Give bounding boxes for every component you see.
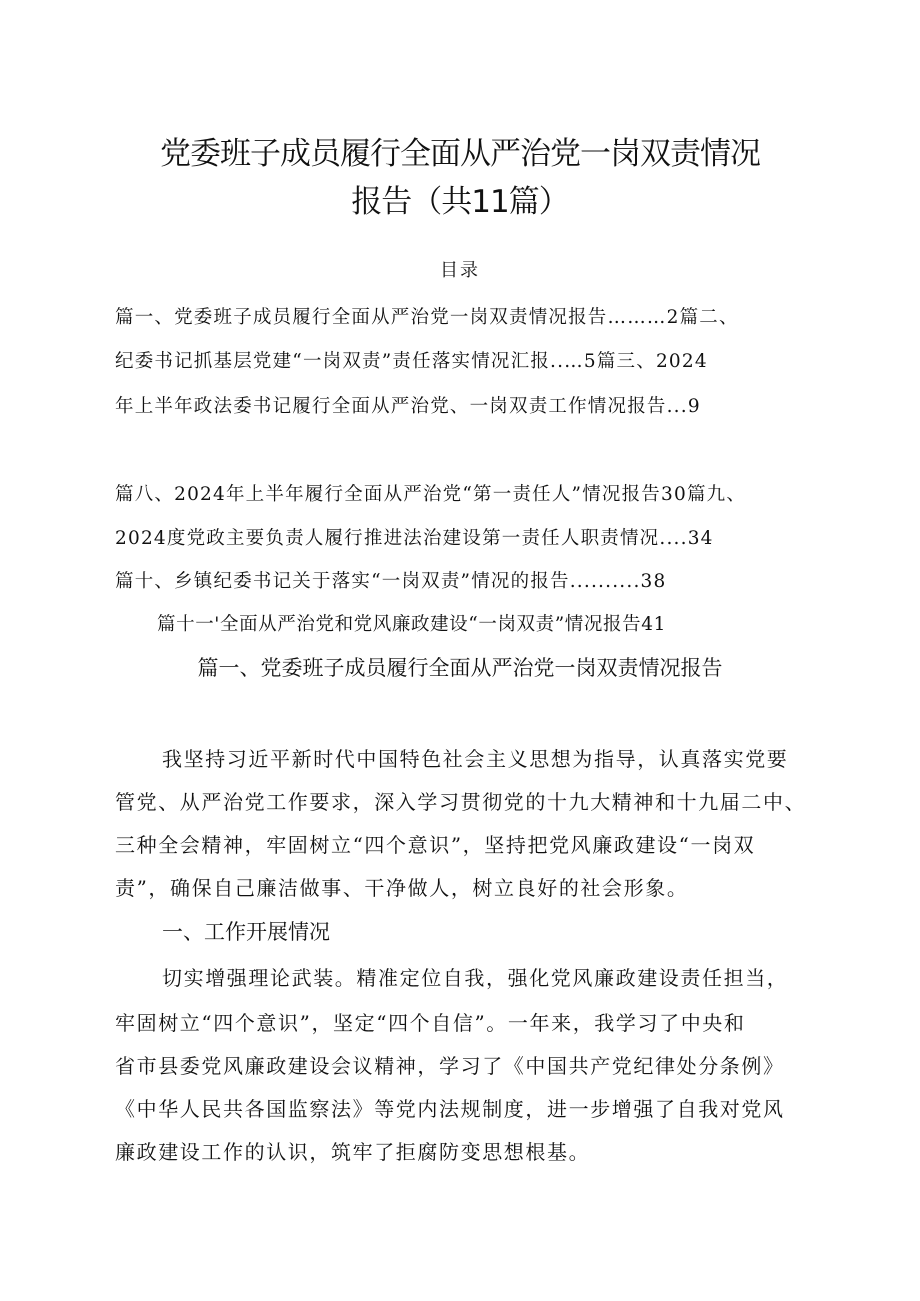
document-title-line-1: 党委班子成员履行全面从严治党一岗双责情况 xyxy=(160,136,760,172)
toc-line: 篇八、2024年上半年履行全面从严治党“第一责任人”情况报告30篇九、 xyxy=(115,484,747,505)
toc-heading: 目录 xyxy=(440,260,480,281)
paragraph-line: 廉政建设工作的认识，筑牢了拒腐防变思想根基。 xyxy=(115,1140,591,1164)
paragraph-line: 切实增强理论武装。精准定位自我，强化党风廉政建设责任担当， xyxy=(162,966,789,990)
paragraph-line: 责”，确保自己廉洁做事、干净做人，树立良好的社会形象。 xyxy=(115,876,689,900)
paragraph-line: 三种全会精神，牢固树立“四个意识”，坚持把党风廉政建设“一岗双 xyxy=(115,833,756,857)
paragraph-line: 我坚持习近平新时代中国特色社会主义思想为指导，认真落实党要 xyxy=(162,747,789,771)
paragraph-line: 《中华人民共各国监察法》等党内法规制度，进一步增强了自我对党风 xyxy=(115,1097,785,1121)
document-title-line-2: 报告（共11篇） xyxy=(351,184,569,220)
section-title: 篇一、党委班子成员履行全面从严治党一岗双责情况报告 xyxy=(197,656,723,680)
paragraph-line: 省市县委党风廉政建设会议精神，学习了《中国共产党纪律处分条例》 xyxy=(115,1054,785,1078)
toc-line: 年上半年政法委书记履行全面从严治党、一岗双责工作情况报告...9 xyxy=(115,396,701,417)
toc-line: 纪委书记抓基层党建“一岗双责”责任落实情况汇报..…5篇三、2024 xyxy=(115,351,708,372)
toc-line: 篇一、党委班子成员履行全面从严治党一岗双责情况报告………2篇二、 xyxy=(115,307,739,328)
paragraph-line: 管党、从严治党工作要求，深入学习贯彻党的十九大精神和十九届二中、 xyxy=(115,790,807,814)
paragraph-line: 牢固树立“四个意识”，坚定“四个自信”。一年来，我学习了中央和 xyxy=(115,1011,746,1035)
toc-line: 篇十、乡镇纪委书记关于落实“一岗双责”情况的报告..........38 xyxy=(115,571,667,592)
toc-line: 篇十一'全面从严治党和党风廉政建设“一岗双责”情况报告41 xyxy=(157,614,666,635)
toc-line: 2024度党政主要负责人履行推进法治建设第一责任人职责情况....34 xyxy=(115,528,714,549)
section-heading: 一、工作开展情况 xyxy=(162,920,330,944)
